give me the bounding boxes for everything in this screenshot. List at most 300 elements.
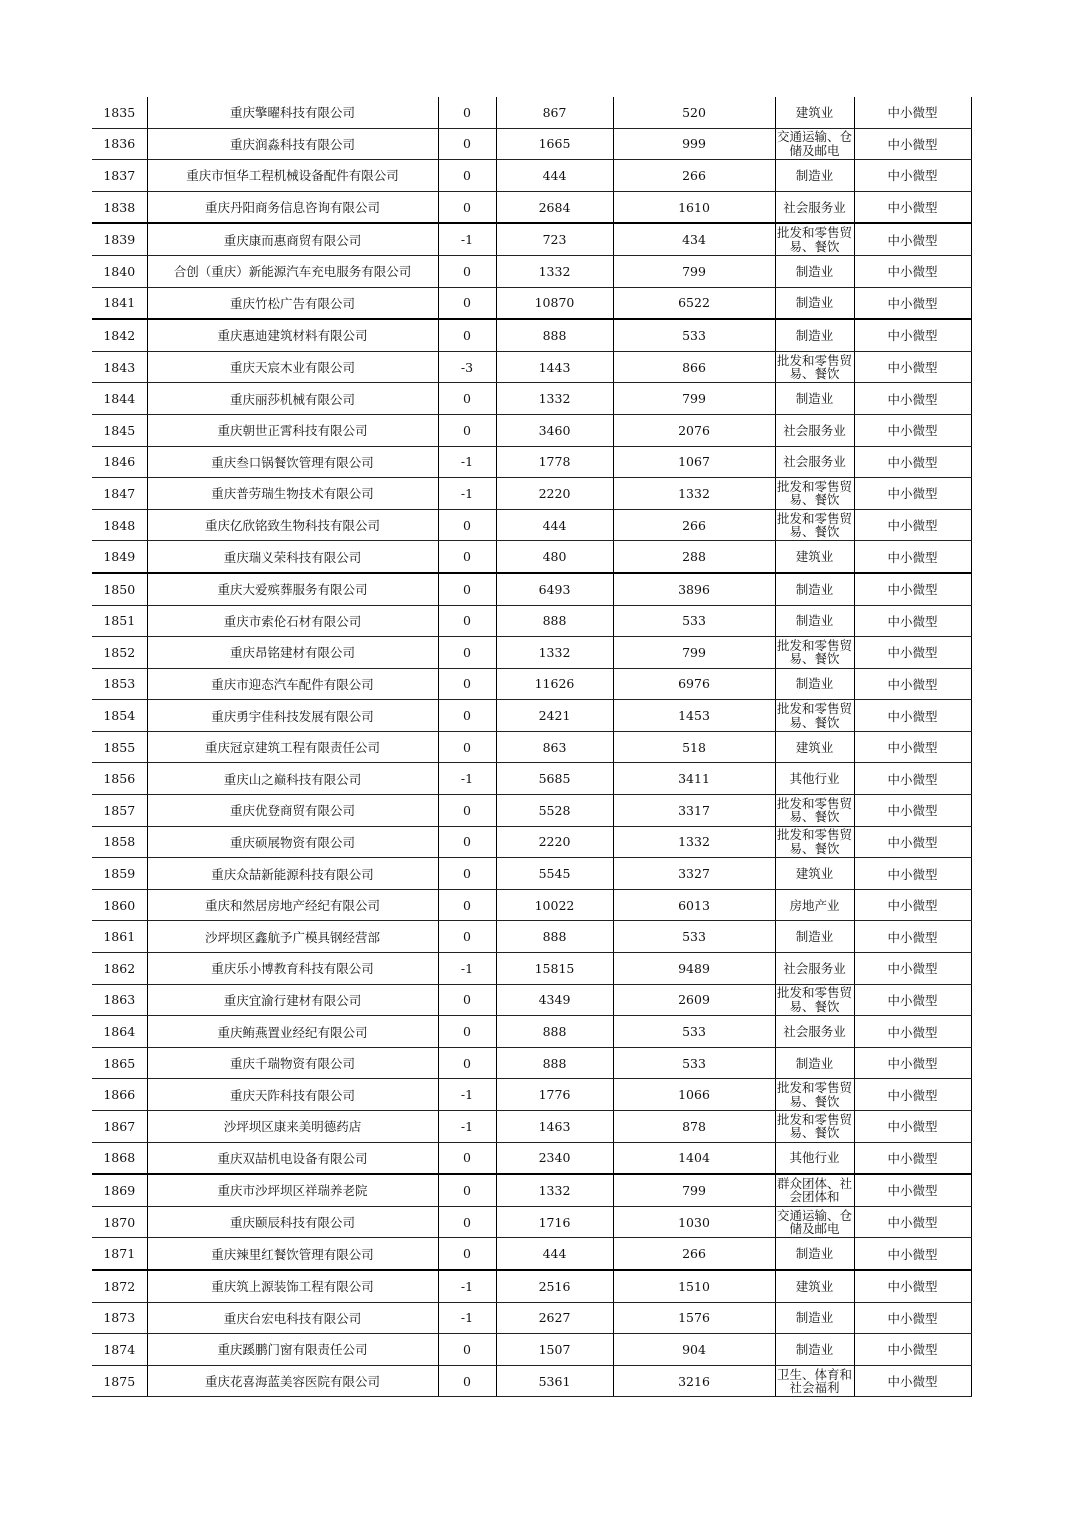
amount-value: 1332	[496, 255, 613, 287]
enterprise-type: 中小微型	[854, 889, 971, 921]
industry-category	[775, 984, 854, 1016]
row-number: 1841	[92, 287, 147, 319]
amount-value: 2220	[496, 478, 613, 510]
industry-category	[775, 351, 854, 383]
row-number: 1869	[92, 1174, 147, 1206]
row-number: 1854	[92, 700, 147, 732]
industry-label: 制造业	[795, 1246, 834, 1262]
industry-category	[775, 858, 854, 890]
enterprise-type: 中小微型	[854, 446, 971, 478]
table-row	[92, 383, 971, 415]
industry-category	[775, 953, 854, 985]
industry-label: 制造业	[795, 1310, 834, 1326]
table-row	[92, 1142, 971, 1174]
table-row	[92, 1016, 971, 1048]
change-value: 0	[438, 383, 496, 415]
row-number: 1870	[92, 1206, 147, 1238]
table-row	[92, 191, 971, 223]
row-number: 1860	[92, 889, 147, 921]
amount-value: 888	[496, 605, 613, 637]
subsidy-value: 9489	[613, 953, 775, 985]
change-value: -1	[438, 1079, 496, 1111]
row-number: 1846	[92, 446, 147, 478]
company-name: 重庆千瑞物资有限公司	[147, 1047, 438, 1079]
enterprise-table	[92, 97, 972, 1397]
company-name: 重庆鲔燕置业经纪有限公司	[147, 1016, 438, 1048]
table-row	[92, 509, 971, 541]
table-row	[92, 763, 971, 795]
industry-category	[775, 319, 854, 351]
industry-label: 批发和零售贸易、餐饮	[776, 985, 852, 1014]
enterprise-type: 中小微型	[854, 1174, 971, 1206]
industry-category	[775, 605, 854, 637]
industry-category	[775, 287, 854, 319]
table-row	[92, 351, 971, 383]
company-name: 重庆天宸木业有限公司	[147, 351, 438, 383]
row-number: 1847	[92, 478, 147, 510]
amount-value: 723	[496, 223, 613, 255]
enterprise-type: 中小微型	[854, 921, 971, 953]
change-value: -1	[438, 1111, 496, 1143]
change-value: 0	[438, 858, 496, 890]
change-value: -1	[438, 1302, 496, 1334]
change-value: 0	[438, 414, 496, 446]
change-value: 0	[438, 128, 496, 160]
change-value: 0	[438, 191, 496, 223]
row-number: 1873	[92, 1302, 147, 1334]
industry-label: 社会服务业	[783, 960, 846, 976]
industry-category	[775, 1270, 854, 1302]
industry-label: 批发和零售贸易、餐饮	[776, 225, 852, 254]
industry-category	[775, 637, 854, 669]
subsidy-value: 866	[613, 351, 775, 383]
change-value: 0	[438, 1206, 496, 1238]
row-number: 1867	[92, 1111, 147, 1143]
subsidy-value: 1067	[613, 446, 775, 478]
row-number: 1851	[92, 605, 147, 637]
industry-label: 建筑业	[795, 549, 834, 565]
subsidy-value: 799	[613, 255, 775, 287]
company-name: 重庆和然居房地产经纪有限公司	[147, 889, 438, 921]
industry-label: 社会服务业	[783, 454, 846, 470]
row-number: 1857	[92, 795, 147, 827]
company-name: 重庆宜渝行建材有限公司	[147, 984, 438, 1016]
amount-value: 15815	[496, 953, 613, 985]
table-row	[92, 637, 971, 669]
enterprise-type: 中小微型	[854, 509, 971, 541]
table-row	[92, 921, 971, 953]
row-number: 1864	[92, 1016, 147, 1048]
table-row	[92, 795, 971, 827]
industry-label: 交通运输、仓储及邮电	[776, 1207, 852, 1237]
company-name: 重庆润淼科技有限公司	[147, 128, 438, 160]
subsidy-value: 3317	[613, 795, 775, 827]
table-row	[92, 319, 971, 351]
row-number: 1866	[92, 1079, 147, 1111]
amount-value: 1716	[496, 1206, 613, 1238]
table-row	[92, 255, 971, 287]
amount-value: 2684	[496, 191, 613, 223]
amount-value: 5361	[496, 1365, 613, 1397]
company-name: 重庆擎曜科技有限公司	[147, 97, 438, 128]
amount-value: 480	[496, 541, 613, 573]
row-number: 1842	[92, 319, 147, 351]
subsidy-value: 799	[613, 637, 775, 669]
table-row	[92, 826, 971, 858]
subsidy-value: 533	[613, 1047, 775, 1079]
row-number: 1844	[92, 383, 147, 415]
industry-category	[775, 1302, 854, 1334]
amount-value: 1776	[496, 1079, 613, 1111]
change-value: -1	[438, 478, 496, 510]
industry-category	[775, 223, 854, 255]
change-value: 0	[438, 1174, 496, 1206]
industry-label: 制造业	[795, 676, 834, 692]
company-name: 重庆辣里红餐饮管理有限公司	[147, 1238, 438, 1270]
industry-label: 制造业	[795, 295, 834, 311]
industry-label: 制造业	[795, 613, 834, 629]
amount-value: 1463	[496, 1111, 613, 1143]
industry-category	[775, 509, 854, 541]
industry-category	[775, 128, 854, 160]
enterprise-type: 中小微型	[854, 795, 971, 827]
enterprise-type: 中小微型	[854, 1302, 971, 1334]
industry-label: 交通运输、仓储及邮电	[776, 129, 852, 158]
industry-category	[775, 1365, 854, 1397]
amount-value: 5545	[496, 858, 613, 890]
industry-category	[775, 700, 854, 732]
industry-label: 制造业	[795, 1055, 834, 1071]
change-value: 0	[438, 826, 496, 858]
industry-label: 制造业	[795, 167, 834, 183]
enterprise-type: 中小微型	[854, 383, 971, 415]
amount-value: 888	[496, 1016, 613, 1048]
industry-label: 批发和零售贸易、餐饮	[776, 1080, 852, 1109]
table-row	[92, 1270, 971, 1302]
change-value: 0	[438, 541, 496, 573]
change-value: -1	[438, 953, 496, 985]
table-row	[92, 1079, 971, 1111]
row-number: 1858	[92, 826, 147, 858]
subsidy-value: 1404	[613, 1142, 775, 1174]
change-value: 0	[438, 287, 496, 319]
row-number: 1852	[92, 637, 147, 669]
table-row	[92, 1174, 971, 1206]
company-name: 重庆大爱殡葬服务有限公司	[147, 573, 438, 605]
industry-label: 批发和零售贸易、餐饮	[776, 352, 852, 382]
row-number: 1855	[92, 731, 147, 763]
company-name: 重庆花喜海蓝美容医院有限公司	[147, 1365, 438, 1397]
company-name: 重庆叁口锅餐饮管理有限公司	[147, 446, 438, 478]
enterprise-type: 中小微型	[854, 826, 971, 858]
subsidy-value: 6976	[613, 668, 775, 700]
enterprise-type: 中小微型	[854, 1238, 971, 1270]
enterprise-type: 中小微型	[854, 637, 971, 669]
industry-category	[775, 1079, 854, 1111]
industry-label: 批发和零售贸易、餐饮	[776, 1111, 852, 1141]
change-value: 0	[438, 509, 496, 541]
amount-value: 888	[496, 921, 613, 953]
amount-value: 1332	[496, 1174, 613, 1206]
company-name: 重庆台宏电科技有限公司	[147, 1302, 438, 1334]
enterprise-type: 中小微型	[854, 1334, 971, 1366]
row-number: 1868	[92, 1142, 147, 1174]
company-name: 重庆丹阳商务信息咨询有限公司	[147, 191, 438, 223]
industry-label: 社会服务业	[783, 199, 846, 215]
row-number: 1837	[92, 160, 147, 192]
subsidy-value: 999	[613, 128, 775, 160]
change-value: 0	[438, 921, 496, 953]
industry-label: 建筑业	[795, 1278, 834, 1294]
change-value: -1	[438, 763, 496, 795]
amount-value: 6493	[496, 573, 613, 605]
table-row	[92, 97, 971, 128]
company-name: 重庆颐辰科技有限公司	[147, 1206, 438, 1238]
industry-label: 社会服务业	[783, 1024, 846, 1040]
subsidy-value: 266	[613, 509, 775, 541]
change-value: 0	[438, 319, 496, 351]
industry-label: 批发和零售贸易、餐饮	[776, 478, 852, 508]
company-name: 重庆惠迪建筑材料有限公司	[147, 319, 438, 351]
company-name: 沙坪坝区鑫航予广模具钢经营部	[147, 921, 438, 953]
company-name: 重庆山之巅科技有限公司	[147, 763, 438, 795]
subsidy-value: 288	[613, 541, 775, 573]
amount-value: 1778	[496, 446, 613, 478]
enterprise-type: 中小微型	[854, 858, 971, 890]
change-value: 0	[438, 637, 496, 669]
amount-value: 3460	[496, 414, 613, 446]
industry-label: 制造业	[795, 327, 834, 343]
amount-value: 2340	[496, 1142, 613, 1174]
table-row	[92, 984, 971, 1016]
change-value: 0	[438, 668, 496, 700]
subsidy-value: 266	[613, 1238, 775, 1270]
amount-value: 10022	[496, 889, 613, 921]
subsidy-value: 2076	[613, 414, 775, 446]
table-row	[92, 478, 971, 510]
table-row	[92, 1334, 971, 1366]
subsidy-value: 518	[613, 731, 775, 763]
table-row	[92, 700, 971, 732]
subsidy-value: 3216	[613, 1365, 775, 1397]
enterprise-type: 中小微型	[854, 763, 971, 795]
row-number: 1865	[92, 1047, 147, 1079]
enterprise-type: 中小微型	[854, 319, 971, 351]
industry-category	[775, 541, 854, 573]
change-value: 0	[438, 795, 496, 827]
company-name: 重庆瑞义荣科技有限公司	[147, 541, 438, 573]
enterprise-type: 中小微型	[854, 700, 971, 732]
table-row	[92, 1302, 971, 1334]
amount-value: 888	[496, 1047, 613, 1079]
change-value: 0	[438, 1016, 496, 1048]
industry-label: 建筑业	[795, 739, 834, 755]
table-row	[92, 605, 971, 637]
enterprise-type: 中小微型	[854, 1142, 971, 1174]
table-row	[92, 541, 971, 573]
subsidy-value: 799	[613, 1174, 775, 1206]
company-name: 重庆竹松广告有限公司	[147, 287, 438, 319]
row-number: 1845	[92, 414, 147, 446]
industry-label: 其他行业	[789, 1150, 840, 1166]
change-value: 0	[438, 889, 496, 921]
industry-category	[775, 1334, 854, 1366]
row-number: 1861	[92, 921, 147, 953]
row-number: 1840	[92, 255, 147, 287]
company-name: 重庆双喆机电设备有限公司	[147, 1142, 438, 1174]
table-row	[92, 1047, 971, 1079]
table-row	[92, 1111, 971, 1143]
company-name: 重庆硕展物资有限公司	[147, 826, 438, 858]
amount-value: 2627	[496, 1302, 613, 1334]
table-row	[92, 668, 971, 700]
industry-category	[775, 668, 854, 700]
company-name: 重庆蹊鹏门窗有限责任公司	[147, 1334, 438, 1366]
table-row	[92, 858, 971, 890]
subsidy-value: 1030	[613, 1206, 775, 1238]
amount-value: 863	[496, 731, 613, 763]
enterprise-type: 中小微型	[854, 1079, 971, 1111]
enterprise-type: 中小微型	[854, 731, 971, 763]
industry-label: 群众团体、社会团体和	[776, 1175, 852, 1205]
industry-label: 批发和零售贸易、餐饮	[776, 795, 852, 825]
industry-category	[775, 1206, 854, 1238]
subsidy-value: 3896	[613, 573, 775, 605]
company-name: 重庆乐小博教育科技有限公司	[147, 953, 438, 985]
industry-category	[775, 1016, 854, 1048]
amount-value: 444	[496, 160, 613, 192]
subsidy-value: 1453	[613, 700, 775, 732]
change-value: -1	[438, 1270, 496, 1302]
amount-value: 1665	[496, 128, 613, 160]
subsidy-value: 3327	[613, 858, 775, 890]
industry-label: 社会服务业	[783, 422, 846, 438]
table-row	[92, 446, 971, 478]
table-row	[92, 1206, 971, 1238]
change-value: 0	[438, 984, 496, 1016]
industry-category	[775, 446, 854, 478]
enterprise-type: 中小微型	[854, 478, 971, 510]
company-name: 重庆筑上源装饰工程有限公司	[147, 1270, 438, 1302]
industry-label: 建筑业	[795, 104, 834, 120]
company-name: 合创（重庆）新能源汽车充电服务有限公司	[147, 255, 438, 287]
change-value: 0	[438, 731, 496, 763]
table-row	[92, 287, 971, 319]
subsidy-value: 6013	[613, 889, 775, 921]
company-name: 重庆众喆新能源科技有限公司	[147, 858, 438, 890]
change-value: 0	[438, 97, 496, 128]
change-value: 0	[438, 160, 496, 192]
row-number: 1835	[92, 97, 147, 128]
industry-category	[775, 1174, 854, 1206]
table-row	[92, 573, 971, 605]
subsidy-value: 1576	[613, 1302, 775, 1334]
industry-category	[775, 826, 854, 858]
amount-value: 2516	[496, 1270, 613, 1302]
enterprise-type: 中小微型	[854, 255, 971, 287]
industry-category	[775, 731, 854, 763]
company-name: 重庆优登商贸有限公司	[147, 795, 438, 827]
enterprise-type: 中小微型	[854, 1206, 971, 1238]
row-number: 1853	[92, 668, 147, 700]
enterprise-type: 中小微型	[854, 160, 971, 192]
company-name: 重庆普劳瑞生物技术有限公司	[147, 478, 438, 510]
industry-category	[775, 191, 854, 223]
industry-label: 房地产业	[789, 897, 840, 913]
industry-label: 批发和零售贸易、餐饮	[776, 701, 852, 730]
industry-label: 批发和零售贸易、餐饮	[776, 510, 852, 540]
company-name: 重庆丽莎机械有限公司	[147, 383, 438, 415]
enterprise-type: 中小微型	[854, 984, 971, 1016]
company-name: 重庆天阼科技有限公司	[147, 1079, 438, 1111]
change-value: -1	[438, 446, 496, 478]
change-value: 0	[438, 573, 496, 605]
company-name: 重庆市沙坪坝区祥瑞养老院	[147, 1174, 438, 1206]
amount-value: 11626	[496, 668, 613, 700]
enterprise-type: 中小微型	[854, 668, 971, 700]
amount-value: 1443	[496, 351, 613, 383]
table-row	[92, 160, 971, 192]
row-number: 1850	[92, 573, 147, 605]
industry-category	[775, 763, 854, 795]
industry-label: 建筑业	[795, 866, 834, 882]
enterprise-type: 中小微型	[854, 605, 971, 637]
subsidy-value: 1066	[613, 1079, 775, 1111]
subsidy-value: 533	[613, 921, 775, 953]
change-value: 0	[438, 700, 496, 732]
amount-value: 1507	[496, 1334, 613, 1366]
industry-label: 卫生、体育和社会福利	[776, 1366, 852, 1396]
change-value: 0	[438, 1047, 496, 1079]
subsidy-value: 266	[613, 160, 775, 192]
enterprise-type: 中小微型	[854, 1365, 971, 1397]
subsidy-value: 533	[613, 319, 775, 351]
industry-category	[775, 97, 854, 128]
industry-category	[775, 414, 854, 446]
enterprise-type: 中小微型	[854, 191, 971, 223]
change-value: -3	[438, 351, 496, 383]
industry-category	[775, 1111, 854, 1143]
table-row	[92, 953, 971, 985]
enterprise-type: 中小微型	[854, 1270, 971, 1302]
company-name: 沙坪坝区康来美明德药店	[147, 1111, 438, 1143]
enterprise-type: 中小微型	[854, 128, 971, 160]
subsidy-value: 533	[613, 605, 775, 637]
subsidy-value: 1332	[613, 826, 775, 858]
amount-value: 4349	[496, 984, 613, 1016]
amount-value: 2220	[496, 826, 613, 858]
enterprise-type: 中小微型	[854, 223, 971, 255]
amount-value: 1332	[496, 637, 613, 669]
subsidy-value: 434	[613, 223, 775, 255]
row-number: 1848	[92, 509, 147, 541]
industry-category	[775, 160, 854, 192]
industry-category	[775, 1047, 854, 1079]
row-number: 1874	[92, 1334, 147, 1366]
enterprise-type: 中小微型	[854, 287, 971, 319]
row-number: 1856	[92, 763, 147, 795]
company-name: 重庆勇宇佳科技发展有限公司	[147, 700, 438, 732]
subsidy-value: 1610	[613, 191, 775, 223]
row-number: 1862	[92, 953, 147, 985]
change-value: 0	[438, 605, 496, 637]
industry-category	[775, 255, 854, 287]
industry-label: 制造业	[795, 391, 834, 407]
enterprise-type: 中小微型	[854, 953, 971, 985]
industry-label: 批发和零售贸易、餐饮	[776, 637, 852, 667]
amount-value: 10870	[496, 287, 613, 319]
industry-label: 制造业	[795, 1341, 834, 1357]
